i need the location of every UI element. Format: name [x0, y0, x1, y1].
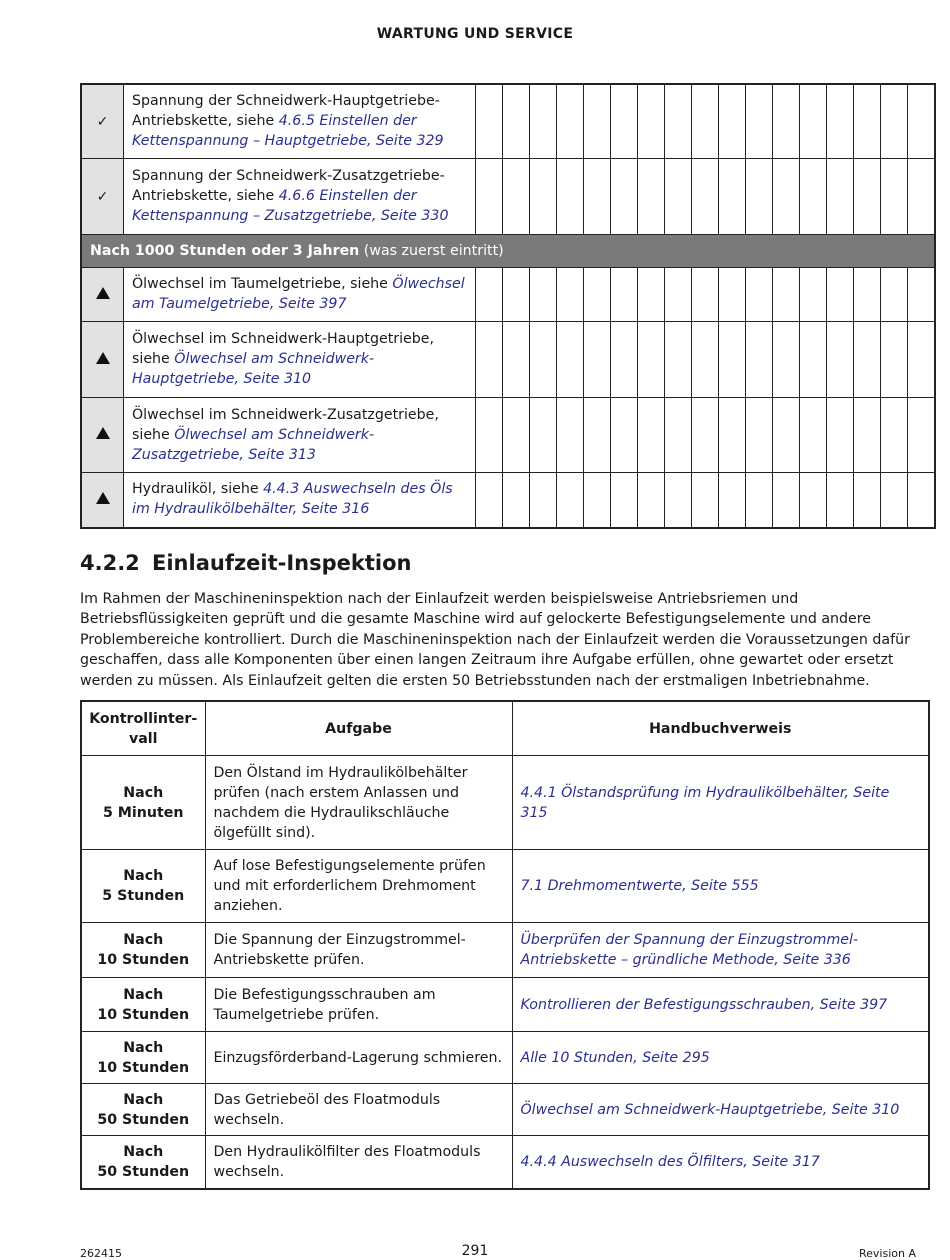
inspection-interval: Nach 10 Stunden — [81, 1032, 205, 1084]
check-cell — [881, 159, 908, 235]
check-cell — [746, 159, 773, 235]
maintenance-task — [124, 322, 476, 398]
check-cell — [503, 398, 530, 473]
check-cell — [773, 322, 800, 398]
task-text: Spannung der Schneidwerk-Hauptgetriebe-Antriebskette, siehe — [132, 93, 440, 129]
maintenance-task — [124, 159, 476, 235]
check-cell — [854, 473, 881, 528]
inspection-row — [81, 1032, 929, 1084]
maintenance-row — [81, 84, 935, 159]
check-cell — [719, 322, 746, 398]
check-cell — [908, 398, 936, 473]
check-cell — [827, 159, 854, 235]
check-cell — [476, 473, 503, 528]
check-cell — [557, 398, 584, 473]
check-cell — [665, 159, 692, 235]
check-cell — [881, 473, 908, 528]
inspection-reference-link[interactable]: 7.1 Drehmomentwerte, Seite 555 — [512, 850, 929, 923]
document-number: 262415 — [80, 1247, 122, 1260]
check-cell — [503, 473, 530, 528]
maintenance-row — [81, 268, 935, 322]
check-cell — [746, 398, 773, 473]
task-reference-link[interactable]: Ölwechsel am Taumelgetriebe, Seite 397 — [132, 276, 465, 312]
inspection-task: Auf lose Befestigungselemente prüfen und mit erforderlichem Drehmoment anziehen. — [205, 850, 512, 923]
inspection-interval: Nach 5 Minuten — [81, 756, 205, 850]
check-cell — [638, 159, 665, 235]
check-cell — [530, 398, 557, 473]
check-cell — [800, 398, 827, 473]
check-cell — [692, 268, 719, 322]
section-heading — [80, 551, 412, 575]
inspection-row — [81, 923, 929, 978]
triangle-icon — [81, 473, 124, 528]
task-text: Ölwechsel im Schneidwerk-Zusatzgetriebe, siehe — [132, 406, 439, 443]
maintenance-row — [81, 398, 935, 473]
maintenance-task — [124, 398, 476, 473]
check-cell — [611, 398, 638, 473]
check-cell — [800, 268, 827, 322]
check-cell — [800, 159, 827, 235]
inspection-task: Den Hydraulikölfilter des Floatmoduls wechseln. — [205, 1136, 512, 1189]
check-cell — [881, 268, 908, 322]
check-cell — [638, 322, 665, 398]
header-reference: Handbuchverweis — [512, 701, 929, 756]
check-cell — [611, 322, 638, 398]
check-cell — [827, 268, 854, 322]
inspection-task: Einzugsförderband-Lagerung schmieren. — [205, 1032, 512, 1084]
check-cell — [854, 159, 881, 235]
check-cell — [584, 268, 611, 322]
section-title: Einlaufzeit-Inspektion — [152, 551, 412, 575]
check-cell — [665, 398, 692, 473]
check-cell — [692, 473, 719, 528]
check-cell — [908, 268, 936, 322]
interval-section-row — [81, 235, 935, 268]
inspection-interval: Nach 50 Stunden — [81, 1084, 205, 1136]
check-cell — [476, 84, 503, 159]
check-icon: ✓ — [81, 159, 124, 235]
check-cell — [773, 84, 800, 159]
check-cell — [719, 473, 746, 528]
check-cell — [584, 398, 611, 473]
check-cell — [719, 84, 746, 159]
check-cell — [773, 473, 800, 528]
check-cell — [854, 84, 881, 159]
check-cell — [530, 473, 557, 528]
check-cell — [827, 398, 854, 473]
check-cell — [773, 398, 800, 473]
check-cell — [881, 84, 908, 159]
check-cell — [638, 398, 665, 473]
task-text: Ölwechsel im Schneidwerk-Hauptgetriebe, siehe — [132, 331, 435, 367]
inspection-interval: Nach 5 Stunden — [81, 850, 205, 923]
check-cell — [503, 84, 530, 159]
check-cell — [692, 322, 719, 398]
check-cell — [476, 268, 503, 322]
check-cell — [638, 473, 665, 528]
check-cell — [800, 473, 827, 528]
check-cell — [692, 159, 719, 235]
check-cell — [530, 159, 557, 235]
check-cell — [665, 322, 692, 398]
page-number: 291 — [461, 1243, 489, 1259]
check-cell — [584, 473, 611, 528]
check-cell — [881, 398, 908, 473]
maintenance-row — [81, 473, 935, 528]
check-icon: ✓ — [81, 84, 124, 159]
check-cell — [584, 322, 611, 398]
section-number: 4.2.2 — [80, 551, 140, 575]
check-cell — [692, 84, 719, 159]
check-cell — [530, 322, 557, 398]
inspection-reference-link[interactable]: Überprüfen der Spannung der Einzugstrommel-Antriebskette – gründliche Methode, Seite 336 — [512, 923, 929, 978]
check-cell — [827, 473, 854, 528]
check-cell — [584, 159, 611, 235]
check-cell — [719, 159, 746, 235]
check-cell — [827, 84, 854, 159]
check-cell — [611, 84, 638, 159]
inspection-reference-link[interactable]: 4.4.4 Auswechseln des Ölfilters, Seite 317 — [512, 1136, 929, 1189]
check-cell — [665, 268, 692, 322]
triangle-icon — [81, 268, 124, 322]
task-text: Spannung der Schneidwerk-Zusatzgetriebe-Antriebskette, siehe — [132, 168, 445, 204]
check-cell — [854, 398, 881, 473]
inspection-interval: Nach 10 Stunden — [81, 978, 205, 1032]
check-cell — [773, 268, 800, 322]
check-cell — [611, 268, 638, 322]
check-cell — [530, 268, 557, 322]
check-cell — [854, 268, 881, 322]
check-cell — [665, 473, 692, 528]
task-reference-link[interactable]: Ölwechsel am Schneidwerk-Hauptgetriebe, Seite 310 — [132, 351, 375, 387]
maintenance-row — [81, 159, 935, 235]
inspection-row — [81, 850, 929, 923]
check-cell — [584, 84, 611, 159]
check-cell — [638, 268, 665, 322]
check-cell — [530, 84, 557, 159]
check-cell — [746, 322, 773, 398]
check-cell — [503, 159, 530, 235]
check-cell — [503, 268, 530, 322]
header-task: Aufgabe — [205, 701, 512, 756]
check-cell — [827, 322, 854, 398]
check-cell — [476, 398, 503, 473]
check-cell — [854, 322, 881, 398]
maintenance-task — [124, 268, 476, 322]
check-cell — [800, 322, 827, 398]
check-cell — [746, 268, 773, 322]
check-cell — [557, 473, 584, 528]
interval-section-label: Nach 1000 Stunden oder 3 Jahren (was zuerst eintritt) — [81, 235, 935, 268]
maintenance-task — [124, 84, 476, 159]
task-text: Ölwechsel im Taumelgetriebe, siehe — [132, 276, 393, 292]
check-cell — [908, 159, 936, 235]
triangle-icon — [81, 398, 124, 473]
inspection-task: Die Spannung der Einzugstrommel-Antriebskette prüfen. — [205, 923, 512, 978]
inspection-row — [81, 978, 929, 1032]
inspection-row — [81, 1136, 929, 1189]
check-cell — [557, 268, 584, 322]
check-cell — [557, 159, 584, 235]
check-cell — [665, 84, 692, 159]
check-cell — [881, 322, 908, 398]
check-cell — [476, 322, 503, 398]
inspection-header-row — [81, 701, 929, 756]
inspection-table — [80, 700, 930, 1190]
task-reference-link[interactable]: 4.4.3 Auswechseln des Öls im Hydraulikölbehälter, Seite 316 — [132, 481, 453, 518]
maintenance-table — [80, 83, 936, 529]
check-cell — [692, 398, 719, 473]
section-paragraph: Im Rahmen der Maschineninspektion nach der Einlaufzeit werden beispielsweise Antriebsriemen und Betriebsflüssigkeiten geprüft und die gesamte Maschine wird auf gelockerte Befestigungselemente und andere Problembereiche kontrolliert. Durch die Maschineninspektion nach der Einlaufzeit werden die Voraussetzungen dafür geschaffen, dass alle Komponenten über einen langen Zeitraum ihre Aufgabe erfüllen, ohne gewartet oder ersetzt werden zu müssen. Als Einlaufzeit gelten die ersten 50 Betriebsstunden nach der erstmaligen Inbetriebnahme. — [80, 591, 910, 689]
page-header: WARTUNG UND SERVICE — [376, 26, 574, 42]
inspection-row — [81, 1084, 929, 1136]
check-cell — [746, 473, 773, 528]
check-cell — [800, 84, 827, 159]
task-text: Hydrauliköl, siehe — [132, 481, 264, 498]
check-cell — [719, 398, 746, 473]
check-cell — [908, 473, 936, 528]
maintenance-row — [81, 322, 935, 398]
inspection-row — [81, 756, 929, 850]
inspection-interval: Nach 50 Stunden — [81, 1136, 205, 1189]
check-cell — [503, 322, 530, 398]
inspection-reference-link[interactable]: Kontrollieren der Befestigungsschrauben, Seite 397 — [512, 978, 929, 1032]
check-cell — [746, 84, 773, 159]
task-reference-link[interactable]: 4.6.6 Einstellen der Kettenspannung – Zusatzgetriebe, Seite 330 — [132, 188, 449, 224]
check-cell — [638, 84, 665, 159]
inspection-reference-link[interactable]: Ölwechsel am Schneidwerk-Hauptgetriebe, Seite 310 — [512, 1084, 929, 1136]
task-reference-link[interactable]: Ölwechsel am Schneidwerk-Zusatzgetriebe, Seite 313 — [132, 426, 375, 463]
check-cell — [908, 322, 936, 398]
inspection-reference-link[interactable]: 4.4.1 Ölstandsprüfung im Hydraulikölbehälter, Seite 315 — [512, 756, 929, 850]
check-cell — [611, 473, 638, 528]
header-interval: Kontrollinter- vall — [81, 701, 205, 756]
inspection-interval: Nach 10 Stunden — [81, 923, 205, 978]
check-cell — [557, 84, 584, 159]
check-cell — [557, 322, 584, 398]
revision-label: Revision A — [859, 1247, 916, 1260]
triangle-icon — [81, 322, 124, 398]
task-reference-link[interactable]: 4.6.5 Einstellen der Kettenspannung – Hauptgetriebe, Seite 329 — [132, 113, 444, 149]
check-cell — [611, 159, 638, 235]
check-cell — [773, 159, 800, 235]
inspection-task: Das Getriebeöl des Floatmoduls wechseln. — [205, 1084, 512, 1136]
inspection-task: Den Ölstand im Hydraulikölbehälter prüfen (nach erstem Anlassen und nachdem die Hydraulikschläuche ölgefüllt sind). — [205, 756, 512, 850]
inspection-task: Die Befestigungsschrauben am Taumelgetriebe prüfen. — [205, 978, 512, 1032]
maintenance-task — [124, 473, 476, 528]
check-cell — [476, 159, 503, 235]
check-cell — [908, 84, 936, 159]
inspection-reference-link[interactable]: Alle 10 Stunden, Seite 295 — [512, 1032, 929, 1084]
check-cell — [719, 268, 746, 322]
